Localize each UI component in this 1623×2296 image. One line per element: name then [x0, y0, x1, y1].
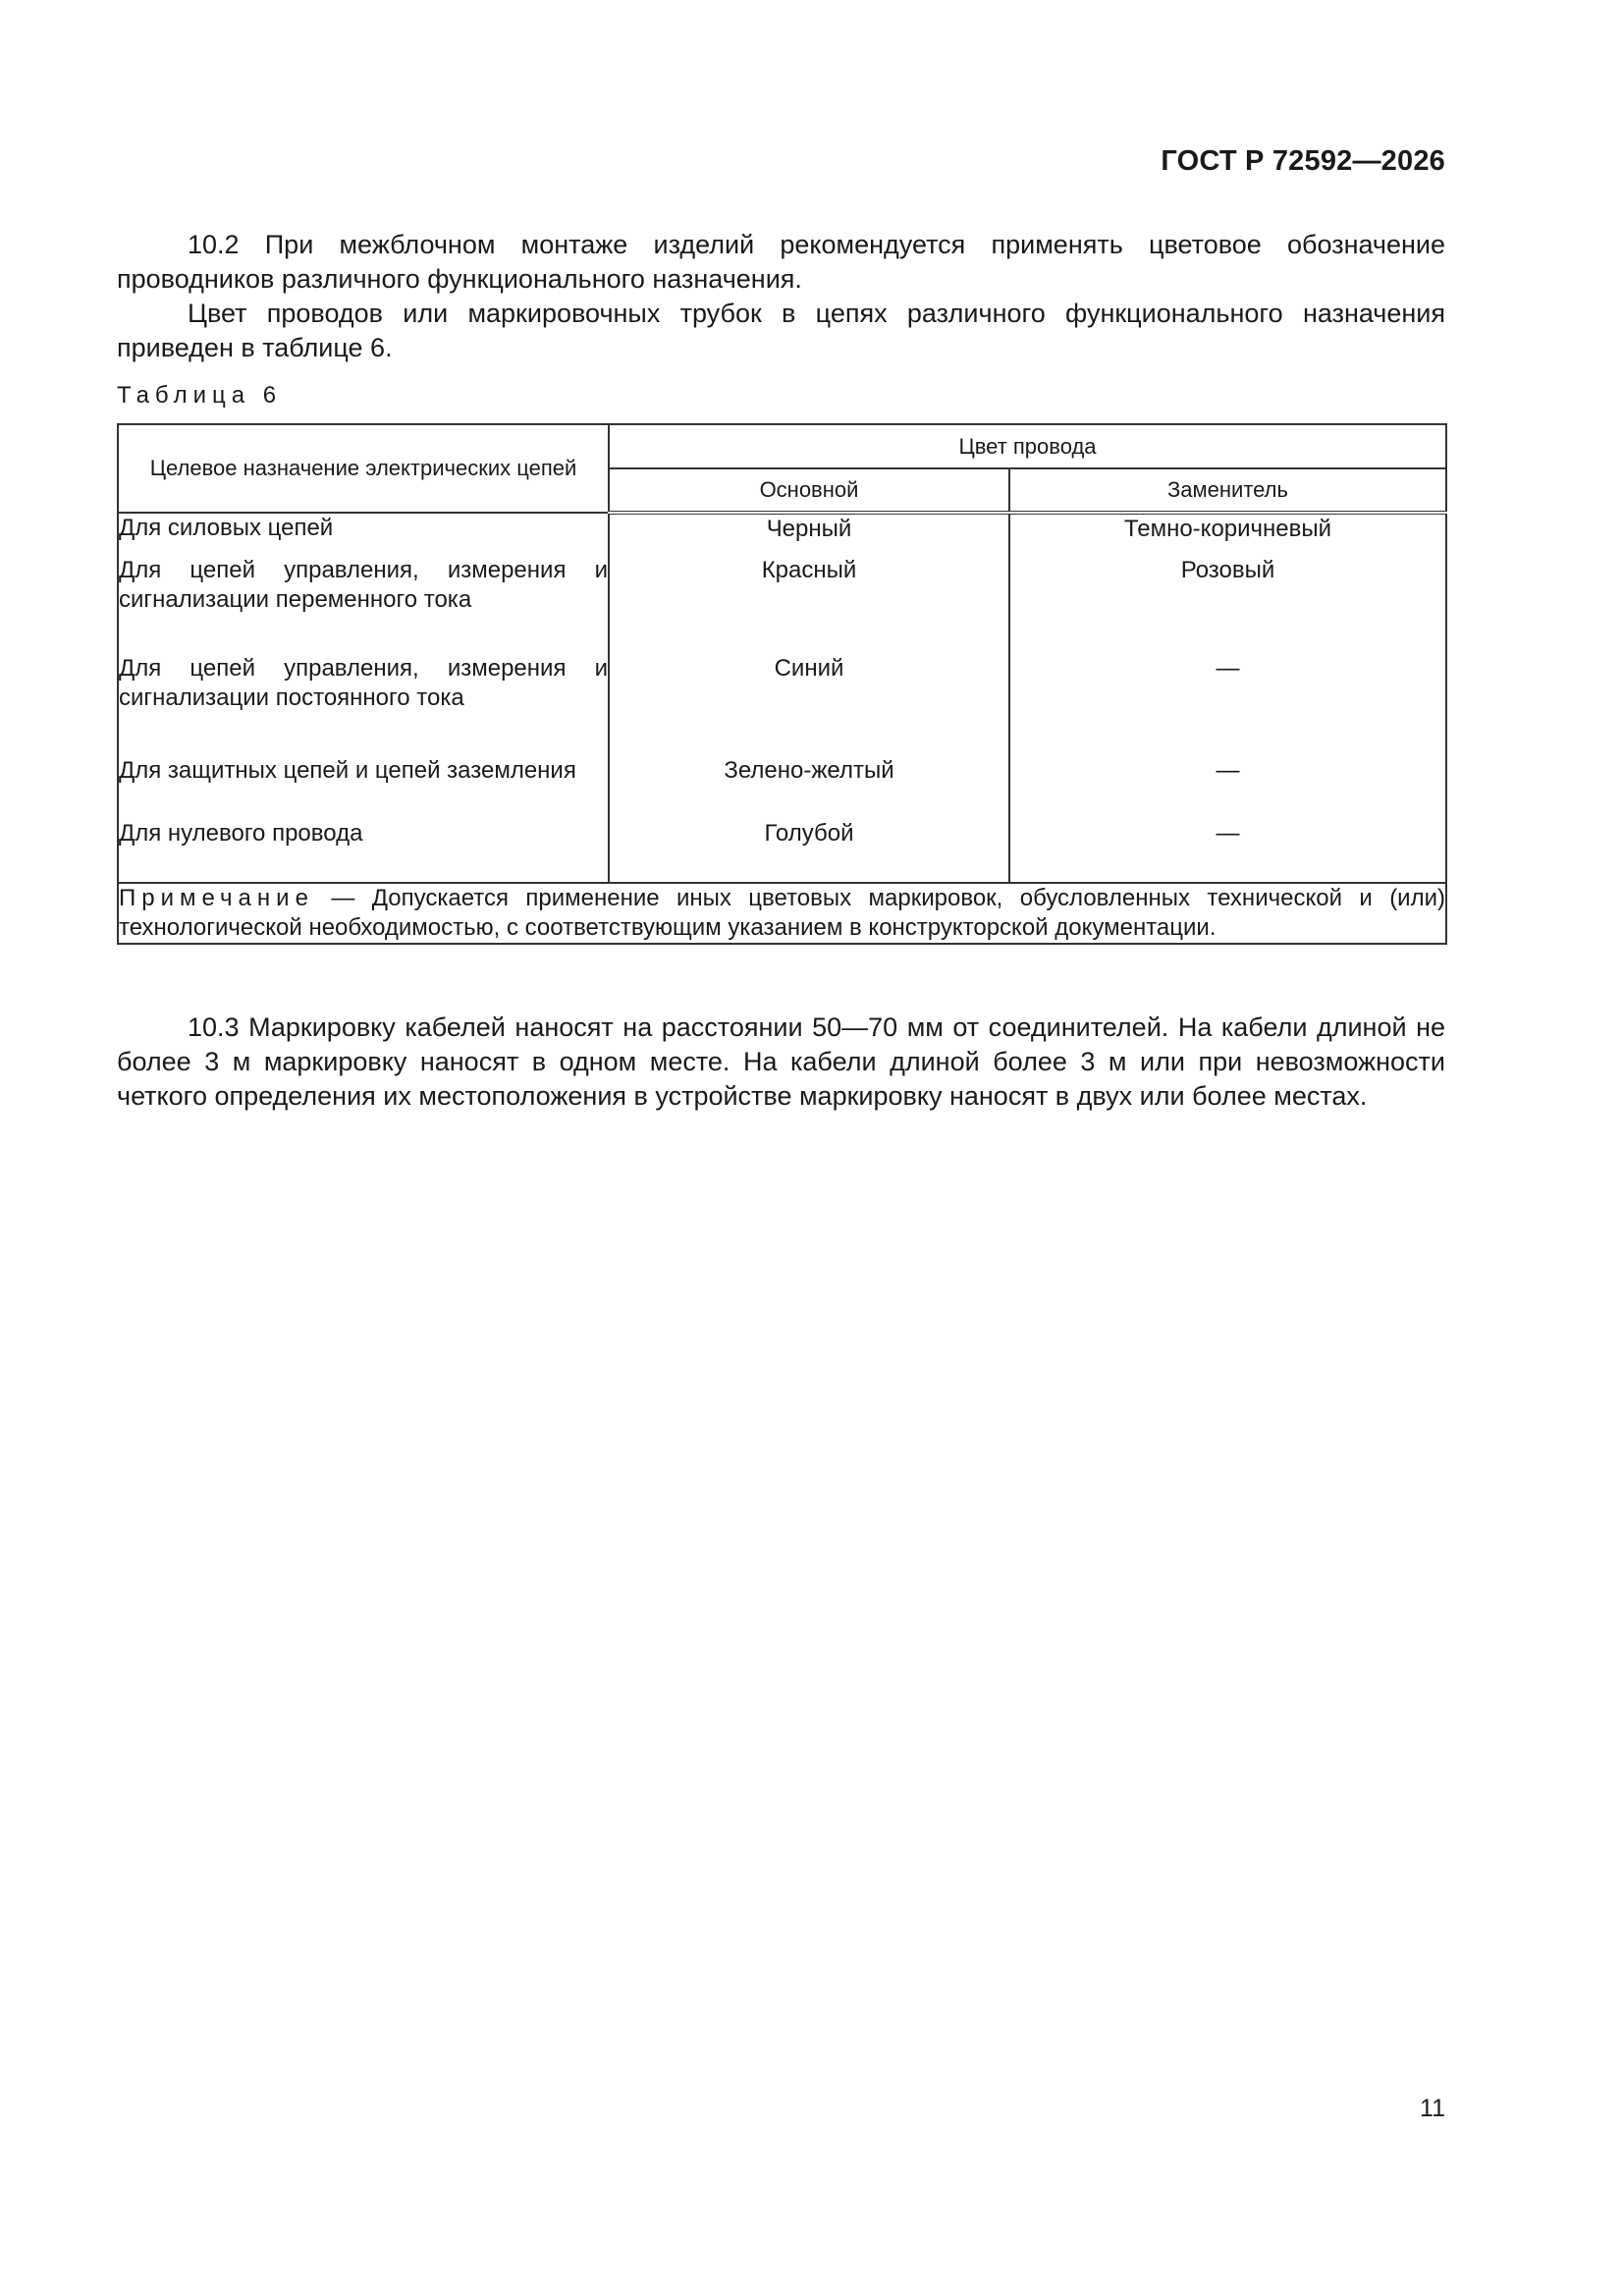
row-purpose: Для силовых цепей	[118, 513, 609, 556]
table-row	[118, 513, 1446, 556]
header-wire-color: Цвет провода	[609, 424, 1446, 468]
row-main-color: Зелено-желтый	[609, 756, 1009, 819]
page-number: 11	[1420, 2095, 1445, 2122]
table-row	[118, 819, 1446, 883]
paragraph-10-3: 10.3 Маркировку кабелей наносят на расстоянии 50—70 мм от соединителей. На кабели длиной не более 3 м маркировку наносят в одном месте. На кабели длиной более 3 м или при невозможности четкого определения их местоположения в устройстве маркировку наносят в двух или более местах.	[117, 1012, 1445, 1111]
header-substitute: Заменитель	[1009, 468, 1446, 513]
table-caption: Таблица 6	[117, 382, 283, 409]
table-row	[118, 654, 1446, 756]
row-main-color: Синий	[609, 654, 1009, 756]
row-substitute-color: Розовый	[1009, 556, 1446, 654]
row-substitute-color: —	[1009, 654, 1446, 756]
header-main: Основной	[609, 468, 1009, 513]
note-text: — Допускается применение иных цветовых маркировок, обусловленных технической и (или) технологической необходимостью, с соответствующим указанием в конструкторской документации.	[119, 885, 1445, 941]
table-note	[118, 883, 1446, 944]
header-purpose: Целевое назначение электрических цепей	[118, 424, 609, 513]
row-main-color: Черный	[609, 513, 1009, 556]
table-row	[118, 756, 1446, 819]
row-purpose: Для цепей управления, измерения и сигнализации переменного тока	[118, 556, 609, 654]
wire-color-table	[117, 423, 1447, 945]
table-note-row	[118, 883, 1446, 944]
row-substitute-color: —	[1009, 756, 1446, 819]
row-purpose: Для защитных цепей и цепей заземления	[118, 756, 609, 819]
paragraph-10-2: 10.2 При межблочном монтаже изделий рекомендуется применять цветовое обозначение проводников различного функционального назначения.	[117, 230, 1445, 294]
row-main-color: Красный	[609, 556, 1009, 654]
standard-designation: ГОСТ Р 72592—2026	[1161, 145, 1445, 177]
row-main-color: Голубой	[609, 819, 1009, 883]
table-row	[118, 556, 1446, 654]
row-purpose: Для цепей управления, измерения и сигнализации постоянного тока	[118, 654, 609, 756]
row-substitute-color: Темно-коричневый	[1009, 513, 1446, 556]
row-substitute-color: —	[1009, 819, 1446, 883]
row-purpose: Для нулевого провода	[118, 819, 609, 883]
paragraph-table-reference: Цвет проводов или маркировочных трубок в цепях различного функционального назначения приведен в таблице 6.	[117, 299, 1445, 362]
note-label: Примечание	[119, 885, 314, 911]
